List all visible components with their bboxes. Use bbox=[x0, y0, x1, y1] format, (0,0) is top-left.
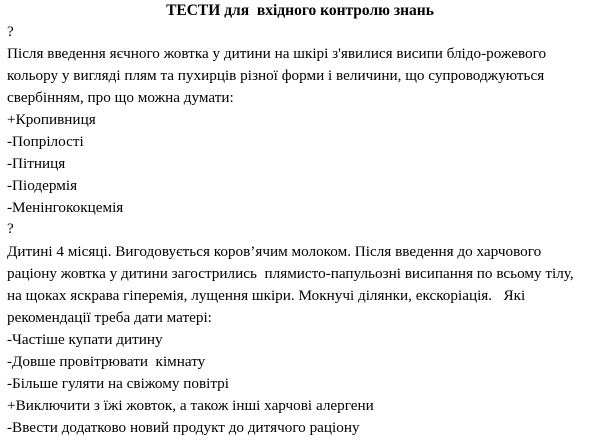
question-1-option-5: -Менінгококцемія bbox=[7, 199, 124, 216]
question-2-text-line-4: рекомендації треба дати матері: bbox=[7, 309, 212, 326]
question-1-option-1: +Кропивниця bbox=[7, 111, 96, 128]
document-title: ТЕСТИ для вхідного контролю знань bbox=[166, 2, 434, 19]
question-1-text-line-3: свербінням, про що можна думати: bbox=[7, 89, 234, 106]
question-2-text-line-1: Дитині 4 місяці. Вигодовується коров’ячим молоком. Після введення до харчового bbox=[7, 243, 542, 260]
question-2-option-5: -Ввести додатково новий продукт до дитячого раціону bbox=[7, 419, 360, 436]
question-1-marker: ? bbox=[7, 23, 14, 40]
question-2-option-1: -Частіше купати дитину bbox=[7, 331, 163, 348]
question-1-option-4: -Піодермія bbox=[7, 177, 78, 194]
question-2-marker: ? bbox=[7, 220, 14, 237]
question-1-option-3: -Пітниця bbox=[7, 155, 66, 172]
question-1-text-line-2: кольору у вигляді плям та пухирців різної форми і величини, що супроводжуються bbox=[7, 67, 545, 84]
question-2-option-4: +Виключити з їжі жовток, а також інші харчові алергени bbox=[7, 397, 374, 414]
question-1-text-line-1: Після введення яєчного жовтка у дитини на шкірі з'явилися висипи блідо-рожевого bbox=[7, 45, 547, 62]
question-2-text-line-3: на щоках яскрава гіперемія, лущення шкіри. Мокнучі ділянки, екскоріація. Які bbox=[7, 287, 526, 304]
question-2-text-line-2: раціону жовтка у дитини загострились плямисто-папульозні висипання по всьому тілу, bbox=[7, 265, 574, 282]
question-2-option-3: -Більше гуляти на свіжому повітрі bbox=[7, 375, 229, 392]
question-1-option-2: -Попрілості bbox=[7, 133, 84, 150]
question-2-option-2: -Довше провітрювати кімнату bbox=[7, 353, 206, 370]
